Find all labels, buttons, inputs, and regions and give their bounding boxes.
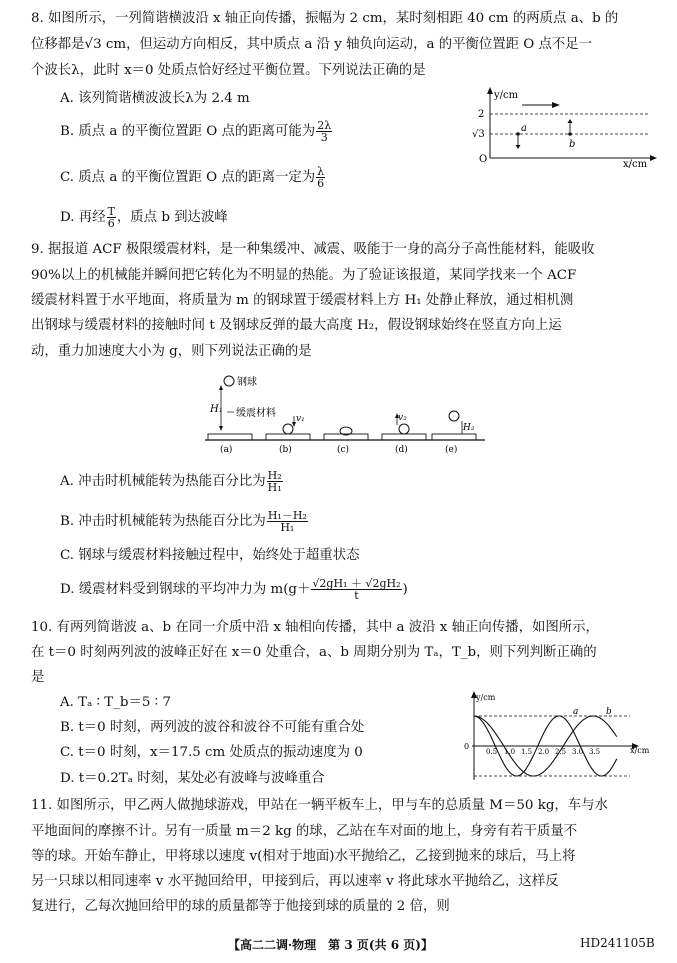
q9-option-a — [60, 470, 284, 493]
q9-impact-figure — [200, 372, 490, 460]
q8-line-1: 8. 如图所示，一列简谐横波沿 x 轴正向传播，振幅为 2 cm，某时刻相距 40 cm 的两质点 a、b 的 — [31, 11, 619, 26]
q9-line-2: 90%以上的机械能并瞬间把它转化为不明显的热能。为了验证该报道，某同学找来一个 ACF — [31, 268, 577, 283]
q8-y-amplitude: 2 — [478, 109, 485, 120]
frac-num: H₁－H₂ — [267, 509, 307, 522]
q8-wave-figure — [460, 86, 665, 168]
q9-option-d-fraction — [311, 578, 401, 601]
q9-label-e: (e) — [445, 445, 458, 455]
q11-line-4: 另一只球以相同速率 v 水平抛回给甲，甲接到后，再以速率 v 将此球水平抛给乙，这样反 — [31, 874, 559, 889]
q10-xlabel: x/cm — [630, 746, 650, 755]
q8-option-d — [60, 206, 228, 229]
q10-tick-3: 2.0 — [538, 748, 550, 756]
q10-line-1: 10. 有两列简谐波 a、b 在同一介质中沿 x 轴相向传播，其中 a 波沿 x 轴正向传播，如图所示， — [31, 620, 599, 635]
q9-v2-label: v₂ — [398, 413, 407, 423]
q10-tick-4: 2.5 — [555, 748, 567, 756]
q8-line-3: 个波长λ，此时 x＝0 处质点恰好经过平衡位置。下列说法正确的是 — [31, 63, 426, 78]
q8-y-sqrt3: √3 — [472, 129, 485, 140]
q10-option-b: B. t＝0 时刻，两列波的波谷和波谷不可能有重合处 — [60, 720, 365, 735]
q10-tick-5: 3.0 — [572, 748, 584, 756]
q9-line-5: 动，重力加速度大小为 g，则下列说法正确的是 — [31, 344, 312, 359]
q10-option-c: C. t＝0 时刻，x＝17.5 cm 处质点的振动速度为 0 — [60, 745, 363, 760]
paper-code: HD241105B — [580, 936, 655, 950]
q10-tick-0: 0.5 — [486, 748, 498, 756]
q11-line-5: 复进行，乙每次抛回给甲的球的质量都等于他接到球的质量的 2 倍，则 — [31, 899, 450, 914]
q11-line-2: 平地面间的摩擦不计。另有一质量 m＝2 kg 的球，乙站在车对面的地上，身旁有若干质量不 — [31, 824, 578, 839]
q8-option-c-text: C. 质点 a 的平衡位置距 O 点的距离一定为 — [60, 170, 316, 185]
q8-option-c — [60, 166, 326, 189]
q10-line-2: 在 t＝0 时刻两列波的波峰正好在 x＝0 处重合，a、b 周期分别为 Tₐ，T_b，则下列判断正确的 — [31, 645, 597, 660]
frac-den: 3 — [320, 131, 328, 144]
q10-option-a: A. Tₐ ∶ T_b＝5 ∶ 7 — [60, 695, 171, 710]
q10-wave-figure — [460, 690, 665, 782]
frac-num: T — [107, 205, 115, 218]
q9-line-4: 出钢球与缓震材料的接触时间 t 及钢球反弹的最大高度 H₂，假设钢球始终在竖直方向上运 — [31, 318, 562, 333]
q9-option-c: C. 钢球与缓震材料接触过程中，始终处于超重状态 — [60, 548, 360, 563]
q8-option-d-text: D. 再经 — [60, 210, 106, 225]
frac-den: 6 — [317, 177, 325, 190]
q8-ylabel: y/cm — [494, 90, 519, 101]
q10-origin: 0 — [464, 742, 470, 751]
q8-origin: O — [479, 154, 488, 165]
q8-option-d-tail: ，质点 b 到达波峰 — [116, 210, 228, 225]
q9-label-d: (d) — [395, 445, 408, 455]
q9-h1-label: H₁ — [210, 404, 223, 415]
frac-num: λ — [317, 165, 325, 178]
frac-num: 2λ — [317, 119, 332, 132]
q8-xlabel: x/cm — [623, 159, 648, 168]
q9-option-d-tail: ) — [402, 582, 408, 597]
q10-tick-1: 1.0 — [504, 748, 516, 756]
q8-point-b: b — [569, 139, 576, 150]
q8-option-c-fraction — [316, 166, 325, 189]
q9-label-a: (a) — [220, 445, 233, 455]
q8-option-b-fraction — [316, 120, 332, 143]
q10-wave-a-label: a — [573, 707, 579, 717]
q10-tick-6: 3.5 — [589, 748, 601, 756]
q11-line-1: 11. 如图所示，甲乙两人做抛球游戏，甲站在一辆平板车上，甲与车的总质量 M＝50 kg，车与水 — [31, 798, 608, 813]
q9-option-b-fraction — [267, 510, 308, 533]
q9-option-a-text: A. 冲击时机械能转为热能百分比为 — [60, 474, 266, 489]
page-footer: 【高二二调·物理 第 3 页(共 6 页)】 — [228, 938, 433, 952]
q10-line-3: 是 — [31, 670, 45, 685]
q9-label-c: (c) — [337, 445, 350, 455]
frac-num: H₂ — [267, 469, 282, 482]
q9-material-label: 缓震材料 — [236, 408, 276, 419]
q9-option-d-text: D. 缓震材料受到钢球的平均冲力为 m(g＋ — [60, 582, 311, 597]
q10-ylabel: y/cm — [476, 693, 496, 702]
q8-option-b-text: B. 质点 a 的平衡位置距 O 点的距离可能为 — [60, 124, 316, 139]
frac-den: H₁ — [280, 521, 295, 534]
q8-line-2: 位移都是√3 cm，但运动方向相反，其中质点 a 沿 y 轴负向运动，a 的平衡位置距 O 点不足一 — [31, 37, 593, 52]
q9-option-b — [60, 510, 309, 533]
q9-ball-label: 钢球 — [237, 377, 257, 388]
q9-label-b: (b) — [279, 445, 292, 455]
q8-option-a: A. 该列简谐横波波长λ为 2.4 m — [60, 91, 250, 106]
q9-line-3: 缓震材料置于水平地面，将质量为 m 的钢球置于缓震材料上方 H₁ 处静止释放，通过相机测 — [31, 293, 574, 308]
q9-h2-label: H₂ — [463, 423, 475, 433]
q9-option-d — [60, 578, 408, 601]
q11-line-3: 等的球。开始车静止，甲将球以速度 v(相对于地面)水平抛给乙，乙接到抛来的球后，马上将 — [31, 849, 576, 864]
frac-den: t — [354, 589, 359, 602]
q8-option-d-fraction — [107, 206, 116, 229]
frac-num: √2gH₁ ＋ √2gH₂ — [312, 577, 401, 590]
frac-den: 6 — [107, 217, 115, 230]
q10-wave-b-label: b — [606, 707, 612, 717]
q8-point-a: a — [521, 123, 527, 134]
q8-option-b — [60, 120, 333, 143]
q9-line-1: 9. 据报道 ACF 极限缓震材料，是一种集缓冲、减震、吸能于一身的高分子高性能材料，能吸收 — [31, 242, 595, 257]
q9-option-b-text: B. 冲击时机械能转为热能百分比为 — [60, 514, 266, 529]
q10-tick-2: 1.5 — [521, 748, 533, 756]
q9-v1-label: v₁ — [296, 414, 305, 424]
frac-den: H₁ — [267, 481, 282, 494]
q9-option-a-fraction — [267, 470, 283, 493]
q10-option-d: D. t＝0.2Tₐ 时刻，某处必有波峰与波峰重合 — [60, 771, 325, 786]
